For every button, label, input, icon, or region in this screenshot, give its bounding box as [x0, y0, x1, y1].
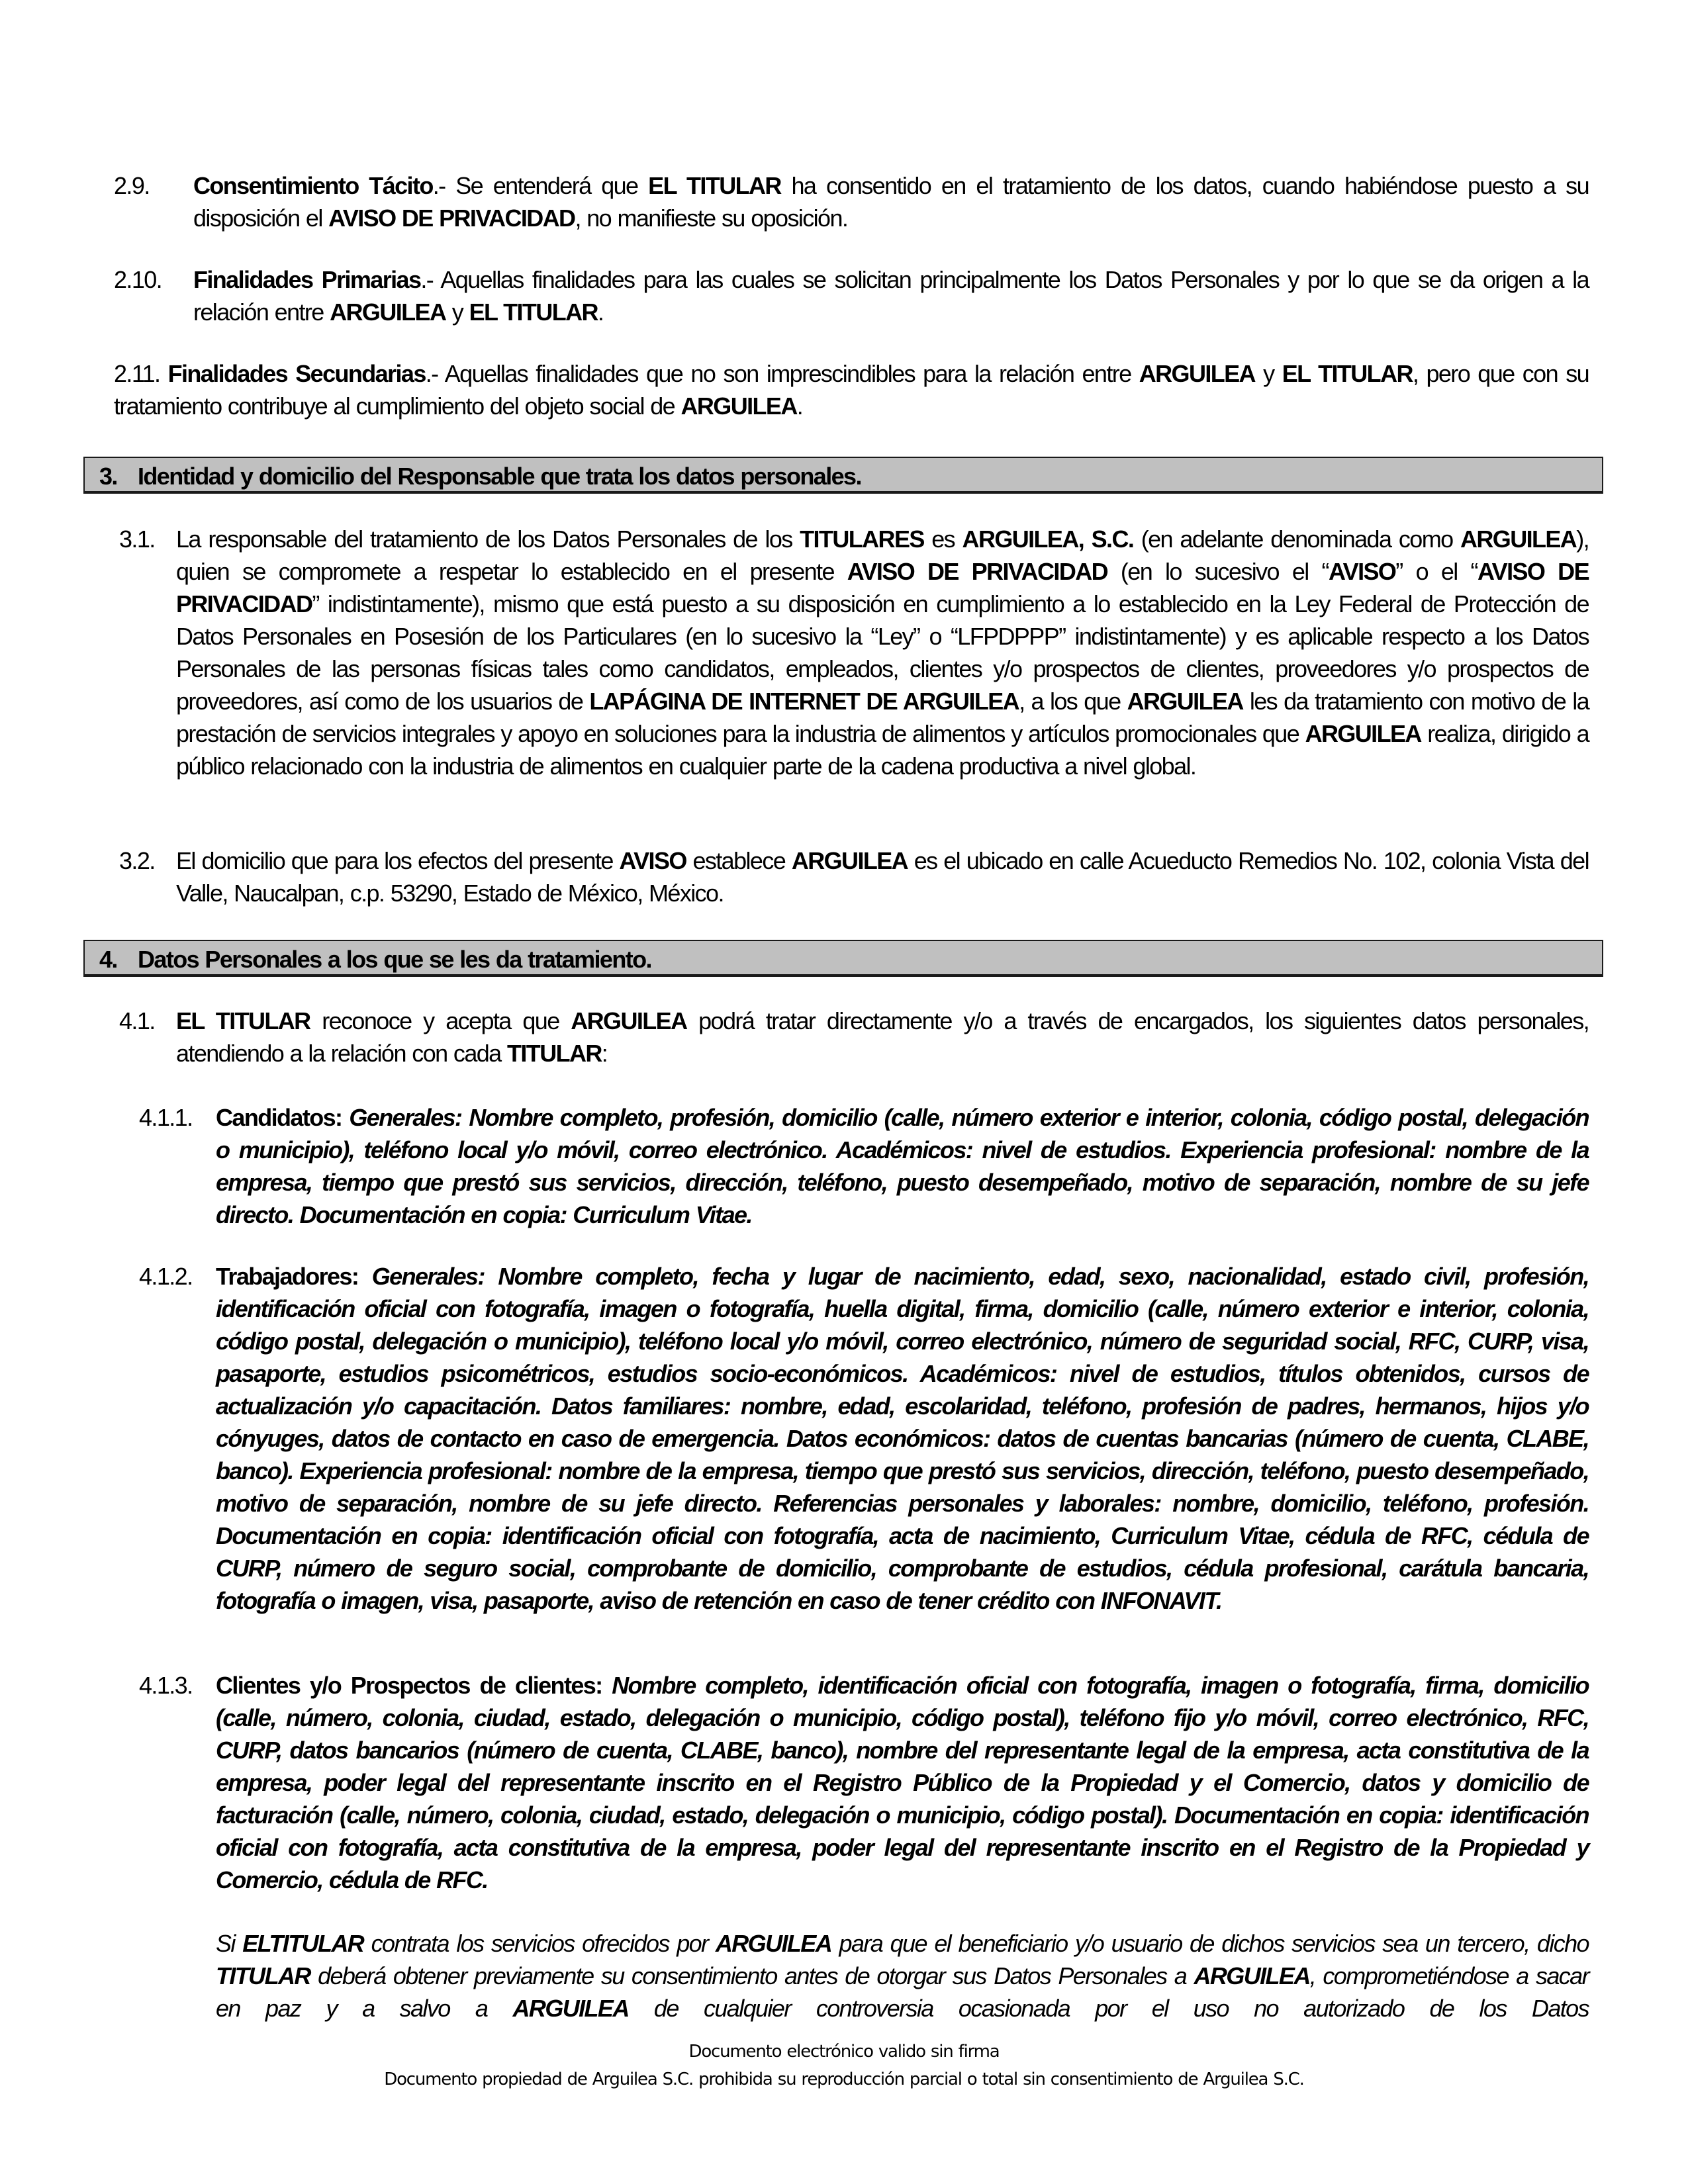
term-label: Finalidades Primarias [193, 266, 421, 293]
section-number: 3. [99, 463, 117, 490]
clause-text: El domicilio que para los efectos del presente AVISO establece ARGUILEA es el ubicado en calle Acueducto Remedios No. 102, colonia Vista del Valle, Naucalpan, c.p. 53290, Estado de México, México. [176, 847, 1589, 907]
clause-text: Trabajadores: Generales: Nombre completo, fecha y lugar de nacimiento, edad, sexo, nacionalidad, estado civil, profesión, identificación oficial con fotografía, imagen o fotografía, huella digital, firma, domicilio (calle, número exterior e interior, colonia, código postal, delegación o municipio), teléfono local y/o móvil, correo electrónico, número de seguridad social, RFC, CURP, visa, pasaporte, estudios psicométricos, estudios socio-económicos. Académicos: nivel de estudios, títulos obtenidos, cursos de actualización y/o capacitación. Datos familiares: nombre, edad, escolaridad, teléfono, profesión de padres, hermanos, hijos y/o cónyuges, datos de contacto en caso de emergencia. Datos económicos: datos de cuentas bancarias (número de cuenta, CLABE, banco). Experiencia profesional: nombre de la empresa, tiempo que prestó sus servicios, dirección, teléfono, puesto desempeñado, motivo de separación, nombre de su jefe directo. Referencias personales y laborales: nombre, domicilio, teléfono, profesión. Documentación en copia: identificación oficial con fotografía, acta de nacimiento, Curriculum Vitae, cédula de RFC, cédula de CURP, número de seguro social, comprobante de domicilio, comprobante de estudios, cédula profesional, carátula bancaria, fotografía o imagen, visa, pasaporte, aviso de retención en caso de tener crédito con INFONAVIT. [216, 1263, 1589, 1614]
clause-number: 4.1.1. [139, 1104, 193, 1131]
clause-number: 2.11. [114, 360, 160, 387]
clause-text: Consentimiento Tácito.- Se entenderá que EL TITULAR ha consentido en el tratamiento de los datos, cuando habiéndose puesto a su disposición el AVISO DE PRIVACIDAD, no manifieste su oposición. [193, 172, 1589, 232]
clause-text: Candidatos: Generales: Nombre completo, profesión, domicilio (calle, número exterior e interior, colonia, código postal, delegación o municipio), teléfono local y/o móvil, correo electrónico. Académicos: nivel de estudios. Experiencia profesional: nombre de la empresa, tiempo que prestó sus servicios, dirección, teléfono, puesto desempeñado, motivo de separación, nombre de su jefe directo. Documentación en copia: Curriculum Vitae. [216, 1104, 1589, 1228]
clause-text: La responsable del tratamiento de los Datos Personales de los TITULARES es ARGUILEA, S.C. (en adelante denominada como ARGUILEA), quien se compromete a respetar lo establecido en el presente AVISO DE PRIVACIDAD (en lo sucesivo el “AVISO” o el “AVISO DE PRIVACIDAD” indistintamente), mismo que está puesto a su disposición en cumplimiento a lo establecido en la Ley Federal de Protección de Datos Personales en Posesión de los Particulares (en lo sucesivo la “Ley” o “LFPDPPP” indistintamente) y es aplicable respecto a los Datos Personales de las personas físicas tales como candidatos, empleados, clientes y/o prospectos de clientes, proveedores y/o prospectos de proveedores, así como de los usuarios de LAPÁGINA DE INTERNET DE ARGUILEA, a los que ARGUILEA les da tratamiento con motivo de la prestación de servicios integrales y apoyo en soluciones para la industria de alimentos y artículos promocionales que ARGUILEA realiza, dirigido a público relacionado con la industria de alimentos en cualquier parte de la cadena productiva a nivel global. [176, 525, 1589, 780]
term-label: Finalidades Secundarias [167, 360, 426, 387]
clause-number: 4.1. [119, 1007, 155, 1034]
clause-number: 4.1.2. [139, 1263, 193, 1290]
term-label: Consentimiento Tácito [193, 172, 433, 199]
section-header-3 [83, 457, 1603, 494]
category-label: Candidatos: [216, 1104, 342, 1131]
section-title: Datos Personales a los que se les da tratamiento. [138, 946, 651, 973]
clause-text: Finalidades Primarias.- Aquellas finalidades para las cuales se solicitan principalmente los Datos Personales y por lo que se da origen a la relación entre ARGUILEA y EL TITULAR. [193, 266, 1589, 326]
section-title: Identidad y domicilio del Responsable que trata los datos personales. [138, 463, 861, 490]
clause-text: Clientes y/o Prospectos de clientes: Nombre completo, identificación oficial con fotografía, imagen o fotografía, firma, domicilio (calle, número, colonia, ciudad, estado, delegación o municipio, código postal), teléfono fijo y/o móvil, correo electrónico, RFC, CURP, datos bancarios (número de cuenta, CLABE, banco), nombre del representante legal de la empresa, acta constitutiva de la empresa, poder legal del representante inscrito en el Registro Público de la Propiedad y el Comercio, datos y domicilio de facturación (calle, número, colonia, ciudad, estado, delegación o municipio, código postal). Documentación en copia: identificación oficial con fotografía, acta constitutiva de la empresa, poder legal del representante inscrito en el Registro de la Propiedad y Comercio, cédula de RFC. [216, 1672, 1589, 1893]
clause-number: 4.1.3. [139, 1672, 193, 1699]
clause-number: 3.2. [119, 847, 155, 874]
clause-number: 2.10. [114, 266, 162, 293]
section-number: 4. [99, 946, 117, 973]
category-label: Clientes y/o Prospectos de clientes: [216, 1672, 602, 1699]
third-party-note: Si ELTITULAR contrata los servicios ofrecidos por ARGUILEA para que el beneficiario y/o usuario de dichos servicios sea un tercero, dicho TITULAR deberá obtener previamente su consentimiento antes de otorgar sus Datos Personales a ARGUILEA, comprometiéndose a sacar en paz y a salvo a ARGUILEA de cualquier controversia ocasionada por el uso no autorizado de los Datos [216, 1930, 1589, 2022]
clause-text: EL TITULAR reconoce y acepta que ARGUILEA podrá tratar directamente y/o a través de encargados, los siguientes datos personales, atendiendo a la relación con cada TITULAR: [176, 1007, 1589, 1067]
clause-number: 2.9. [114, 172, 150, 199]
clause-number: 3.1. [119, 525, 155, 553]
section-header-4 [83, 940, 1603, 977]
footer-copyright-note: Documento propiedad de Arguilea S.C. prohibida su reproducción parcial o total sin consentimiento de Arguilea S.C. [384, 2070, 1304, 2089]
clause-text: 2.11. Finalidades Secundarias.- Aquellas finalidades que no son imprescindibles para la relación entre ARGUILEA y EL TITULAR, pero que con su tratamiento contribuye al cumplimiento del objeto social de ARGUILEA. [114, 360, 1589, 420]
footer-validity-note: Documento electrónico valido sin firma [688, 2042, 1000, 2062]
category-label: Trabajadores: [216, 1263, 359, 1290]
